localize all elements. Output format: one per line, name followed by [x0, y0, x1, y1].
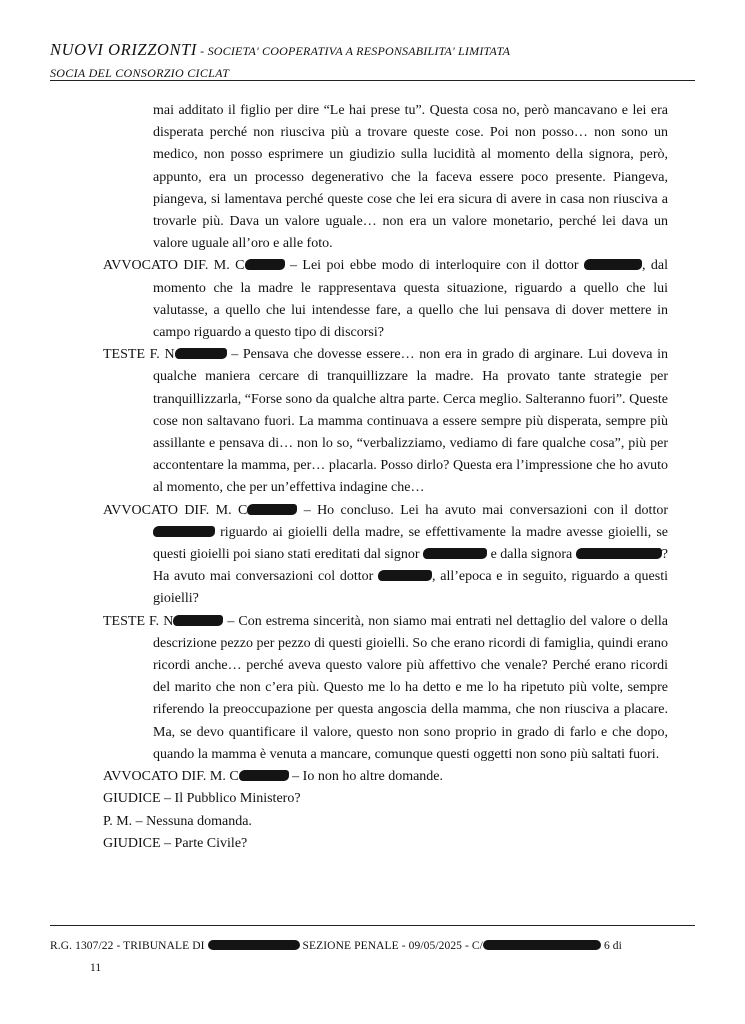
witness-answer: [103, 344, 668, 499]
speaker-label: AVVOCATO DIF. M. C: [103, 769, 239, 785]
redaction-mark: [584, 259, 642, 270]
footer-text: SEZIONE PENALE - 09/05/2025 - C/: [299, 940, 483, 952]
speaker-label: TESTE F. N: [103, 347, 175, 363]
footer-text: R.G. 1307/22 - TRIBUNALE DI: [50, 940, 208, 952]
page-footer: [50, 935, 670, 979]
redaction-mark: [239, 770, 289, 781]
redaction-mark: [245, 259, 285, 270]
witness-answer: [103, 611, 668, 766]
judge-line: GIUDICE – Parte Civile?: [103, 835, 248, 851]
utterance-text: – Con estrema sincerità, non siamo mai entrati nel dettaglio del valore o della descrizione pezzo per pezzo di questi gioielli. So che erano ricordi di famiglia, quindi erano ricordi anche… perché aveva questo valore più affettivo che venale? Perché erano ricordi del marito che non c’era più. Questo me lo ha detto e me lo ha ripetuto più volte, sempre riferendo la preoccupazione per questa angoscia della mamma, che non riusciva a placare. Ma, se devo quantificare il valore, questo non sono proprio in grado di farlo e che dopo, quando la mamma è venuta a mancare, comunque questi oggetti non sono più saltati fuori.: [153, 613, 668, 762]
redaction-mark: [153, 526, 215, 537]
redaction-mark: [423, 548, 487, 559]
testimony-continuation: mai additato il figlio per dire “Le hai prese tu”. Questa cosa no, però mancavano e lei era disperata perché non riusciva più a trovare queste cose. Poi non posso… non sono un medico, non posso esprimere un giudizio sulla lucidità al momento della signora, però, appunto, era un processo degenerativo che la faceva essere poco presente. Piangeva, piangeva, si lamentava perché queste cose che lei era sicura di avere in casa non riusciva a trovarle più. Dava un valore uguale… non era un valore monetario, perché lei dava un valore uguale all’oro e alle foto.: [153, 103, 668, 252]
utterance-text: – Lei poi ebbe modo di interloquire con il dottor: [284, 258, 584, 274]
judge-line: GIUDICE – Il Pubblico Ministero?: [103, 791, 301, 807]
consortium-line: SOCIA DEL CONSORZIO CICLAT: [50, 66, 230, 80]
speaker-label: AVVOCATO DIF. M. C: [103, 258, 245, 274]
utterance-text: , dal momento che la madre le rappresentava questa situazione, riguardo a quello che lui valutasse, a quello che lui intendesse fare, a quello che lui pensava di dover mettere in campo riguardo a questo tipo di discorsi?: [153, 258, 669, 341]
lawyer-closing: [103, 766, 668, 788]
redaction-mark: [208, 940, 300, 950]
letterhead-title: [50, 40, 510, 60]
prosecutor-line: P. M. – Nessuna domanda.: [103, 813, 252, 829]
redaction-mark: [576, 548, 662, 559]
redaction-mark: [378, 570, 432, 581]
speaker-label: AVVOCATO DIF. M. C: [103, 502, 248, 518]
page-number: 6 di: [600, 940, 622, 952]
utterance-text: e dalla signora: [487, 547, 576, 563]
page-total: 11: [90, 962, 102, 974]
company-name: NUOVI ORIZZONTI: [50, 40, 197, 59]
utterance-text: – Pensava che dovesse essere… non era in grado di arginare. Lui doveva in qualche maniera cercare di tranquillizzare la madre. Ha provato tante strategie per tranquillizzarla, “Forse sono da qualche altra parte. Cerca meglio. Salteranno fuori”. Queste cose non saltavano fuori. La mamma continuava a essere sempre più disperata, sempre più assillante e pensava di… non lo so, “verbalizziamo, vediamo di fare qualche cosa”, più per accontentare la mamma, per… placarla. Posso dirlo? Questa era l’impressione che ho avuto al momento, che per un’effettiva indagine che…: [153, 347, 668, 496]
lawyer-question: [103, 500, 668, 611]
utterance-text: riguardo ai gioielli della madre, se effettivamente la madre avesse gioielli, se questi gioielli poi siano stati ereditati dal signor: [153, 524, 668, 563]
utterance-text: – Ho concluso. Lei ha avuto mai conversazioni con il dottor: [297, 502, 668, 518]
redaction-mark: [247, 504, 297, 515]
redaction-mark: [175, 348, 227, 359]
lawyer-question: [103, 255, 668, 344]
speaker-label: TESTE F. N: [103, 613, 174, 629]
utterance-text: – Io non ho altre domande.: [288, 769, 444, 785]
company-type: - SOCIETA' COOPERATIVA A RESPONSABILITA' LIMITATA: [196, 44, 511, 58]
utterance-text: , all’epoca e in seguito, riguardo a questi gioielli?: [153, 569, 668, 607]
header-divider: [50, 80, 695, 81]
redaction-mark: [173, 615, 223, 626]
footer-divider: [50, 925, 695, 926]
transcript-body: [103, 100, 668, 855]
footer-line: [50, 935, 670, 957]
utterance-text: ? Ha avuto mai conversazioni col dottor: [153, 547, 668, 585]
redaction-mark: [483, 940, 601, 950]
